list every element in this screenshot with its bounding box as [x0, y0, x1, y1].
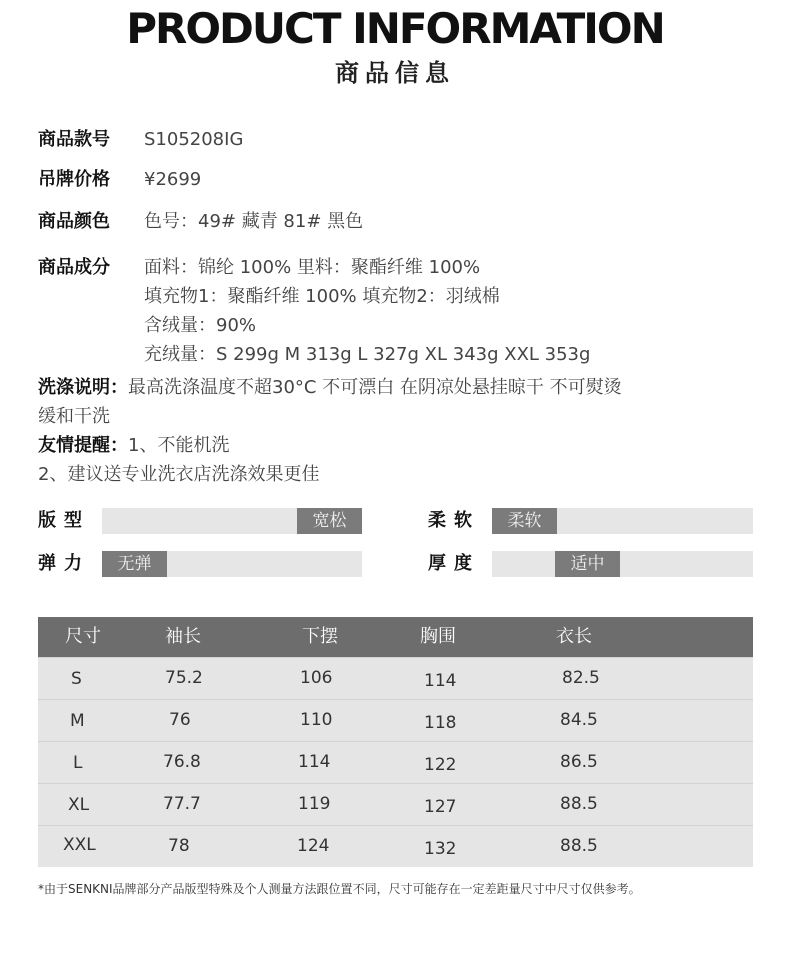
header-chest: 胸围	[420, 626, 456, 647]
table-row	[38, 741, 753, 783]
cell-hem: 114	[298, 752, 331, 772]
cell-sleeve: 78	[168, 836, 190, 856]
wash-value: 最高洗涤温度不超30°C 不可漂白 在阴凉处悬挂晾干 不可熨烫	[128, 377, 622, 398]
cell-chest: 118	[424, 713, 457, 733]
table-row	[38, 783, 753, 825]
cell-size: S	[71, 669, 82, 689]
header-sleeve: 袖长	[165, 626, 201, 647]
tips-value-2: 2、建议送专业洗衣店洗涤效果更佳	[38, 464, 320, 485]
cell-length: 82.5	[562, 668, 600, 688]
cell-size: XL	[68, 795, 90, 815]
price-value: ¥2699	[144, 169, 202, 190]
size-table	[38, 617, 753, 867]
cell-length: 88.5	[560, 836, 598, 856]
cell-size: XXL	[63, 835, 96, 855]
cell-sleeve: 75.2	[165, 668, 203, 688]
header-hem: 下摆	[302, 626, 338, 647]
thickness-value-chip: 适中	[555, 551, 620, 577]
color-value: 色号：49# 藏青 81# 黑色	[144, 211, 364, 232]
cell-chest: 127	[424, 797, 457, 817]
style-no-line	[38, 128, 243, 152]
composition-value-1: 面料：锦纶 100% 里料：聚酯纤维 100%	[144, 257, 481, 278]
header-size: 尺寸	[65, 626, 101, 647]
cell-sleeve: 77.7	[163, 794, 201, 814]
cell-chest: 114	[424, 671, 457, 691]
cell-length: 84.5	[560, 710, 598, 730]
fit-label: 版型	[38, 510, 90, 531]
color-line	[38, 210, 363, 234]
thickness-bar	[492, 551, 753, 577]
cell-size: M	[70, 711, 85, 731]
softness-value-chip: 柔软	[492, 508, 557, 534]
cell-sleeve: 76.8	[163, 752, 201, 772]
tips-value-1: 1、不能机洗	[128, 435, 230, 456]
page-title-en: PRODUCT INFORMATION	[126, 4, 664, 53]
header-length: 衣长	[556, 626, 592, 647]
style-no-label: 商品款号	[38, 129, 110, 150]
disclaimer-footnote: *由于SENKNI品牌部分产品版型特殊及个人测量方法跟位置不同，尺寸可能存在一定差距量尺寸中尺寸仅供参考。	[38, 882, 641, 896]
composition-value-2: 填充物1：聚酯纤维 100% 填充物2：羽绒棉	[144, 286, 500, 307]
elasticity-label: 弹力	[38, 553, 90, 574]
tips-label: 友情提醒：	[38, 435, 128, 456]
cell-hem: 106	[300, 668, 333, 688]
elasticity-bar	[102, 551, 362, 577]
cell-size: L	[73, 753, 83, 773]
fit-value-chip: 宽松	[297, 508, 362, 534]
cell-hem: 124	[297, 836, 330, 856]
tips-line-2	[38, 463, 319, 487]
composition-line	[38, 256, 480, 280]
table-row	[38, 657, 753, 699]
cell-length: 88.5	[560, 794, 598, 814]
softness-label: 柔软	[428, 510, 480, 531]
thickness-label: 厚度	[428, 553, 480, 574]
softness-bar	[492, 508, 753, 534]
style-no-value: S105208IG	[144, 129, 244, 150]
wash-line	[38, 376, 622, 400]
price-label: 吊牌价格	[38, 169, 110, 190]
cell-length: 86.5	[560, 752, 598, 772]
page-title-cn: 商品信息	[335, 59, 455, 87]
cell-chest: 122	[424, 755, 457, 775]
fit-bar	[102, 508, 362, 534]
table-row	[38, 825, 753, 867]
elasticity-value-chip: 无弹	[102, 551, 167, 577]
color-label: 商品颜色	[38, 211, 110, 232]
composition-value-3: 含绒量：90%	[144, 315, 257, 336]
cell-sleeve: 76	[169, 710, 191, 730]
cell-hem: 110	[300, 710, 333, 730]
composition-value-4: 充绒量：S 299g M 313g L 327g XL 343g XXL 353g	[144, 344, 591, 365]
table-row	[38, 699, 753, 741]
cell-hem: 119	[298, 794, 331, 814]
wash-line-2	[38, 405, 110, 429]
wash-value-2: 缓和干洗	[38, 406, 110, 427]
size-table-header	[38, 617, 753, 657]
wash-label: 洗涤说明：	[38, 377, 128, 398]
cell-chest: 132	[424, 839, 457, 859]
composition-label: 商品成分	[38, 257, 110, 278]
price-line	[38, 168, 201, 192]
tips-line	[38, 434, 229, 458]
